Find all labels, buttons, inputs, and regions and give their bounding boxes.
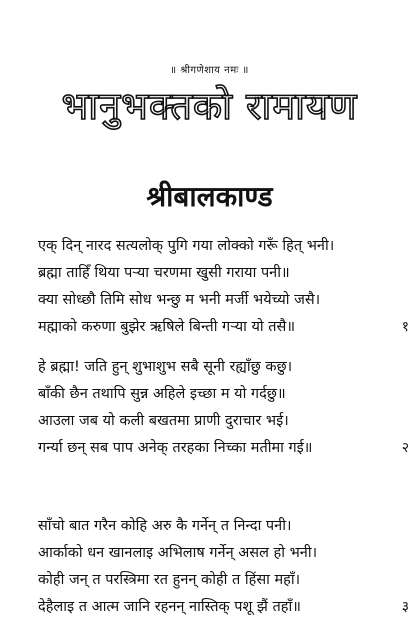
verse-line (0, 354, 419, 381)
verse-line-text: क्या सोध्छौ तिमि सोध भन्छु म भनी मर्जी भयेच्यो जसै। (38, 292, 321, 308)
book-title: भानुभक्तको रामायण (61, 84, 358, 128)
verse-line-text: देहैलाइ त आत्म जानि रहनन् नास्तिक् पशू झैं तहाँ॥ (38, 599, 301, 615)
verse-3 (0, 513, 419, 621)
verse-line-text: मह्माको करुणा बुझेर ऋषिले बिन्ती गऱ्या यो तसै॥ (38, 319, 295, 335)
verse-2 (0, 354, 419, 462)
verse-number: २ (401, 440, 409, 456)
verse-line (0, 435, 419, 462)
verse-line-text: आउला जब यो कली बखतमा प्राणी दुराचार भई। (38, 413, 289, 429)
verse-line (0, 594, 419, 621)
verse-line (0, 287, 419, 314)
verse-number: ३ (401, 599, 409, 615)
verse-line-text: ब्रह्मा ताहिँ थिया पऱ्या चरणमा खुसी गराया पनी॥ (38, 265, 290, 281)
verse-line-text: गर्न्या छन् सब पाप अनेक् तरहका निच्का मतीमा गई॥ (38, 440, 313, 456)
verse-line-text: हे ब्रह्मा! जति हुन् शुभाशुभ सबै सूनी रह्याँछु कछु। (38, 359, 293, 375)
verse-line (0, 567, 419, 594)
verse-line (0, 233, 419, 260)
verse-line-text: बाँकी छैन तथापि सुन्न अहिले इच्छा म यो गर्दछु॥ (38, 386, 286, 402)
section-title: श्रीबालकाण्ड (146, 180, 273, 213)
verse-line (0, 260, 419, 287)
verse-line (0, 408, 419, 435)
verse-1 (0, 233, 419, 341)
verse-line-text: साँचो बात गरैन कोहि अरु कै गर्नेन् त निन्दा पनी। (38, 518, 292, 534)
verse-line (0, 381, 419, 408)
verse-line (0, 540, 419, 567)
verse-line (0, 314, 419, 341)
verse-line (0, 513, 419, 540)
verse-line-text: कोही जन् त परस्त्रिमा रत हुनन् कोही त हिंसा महाँ। (38, 572, 301, 588)
verse-number: १ (401, 319, 409, 335)
verse-line-text: आर्काको धन खानलाइ अभिलाष गर्नेन् असल हो भनी। (38, 545, 318, 561)
verse-line-text: एक् दिन् नारद सत्यलोक् पुगि गया लोक्को गरूँ हित् भनी। (38, 238, 335, 254)
invocation-line: ॥ श्रीगणेशाय नमः ॥ (170, 65, 249, 76)
